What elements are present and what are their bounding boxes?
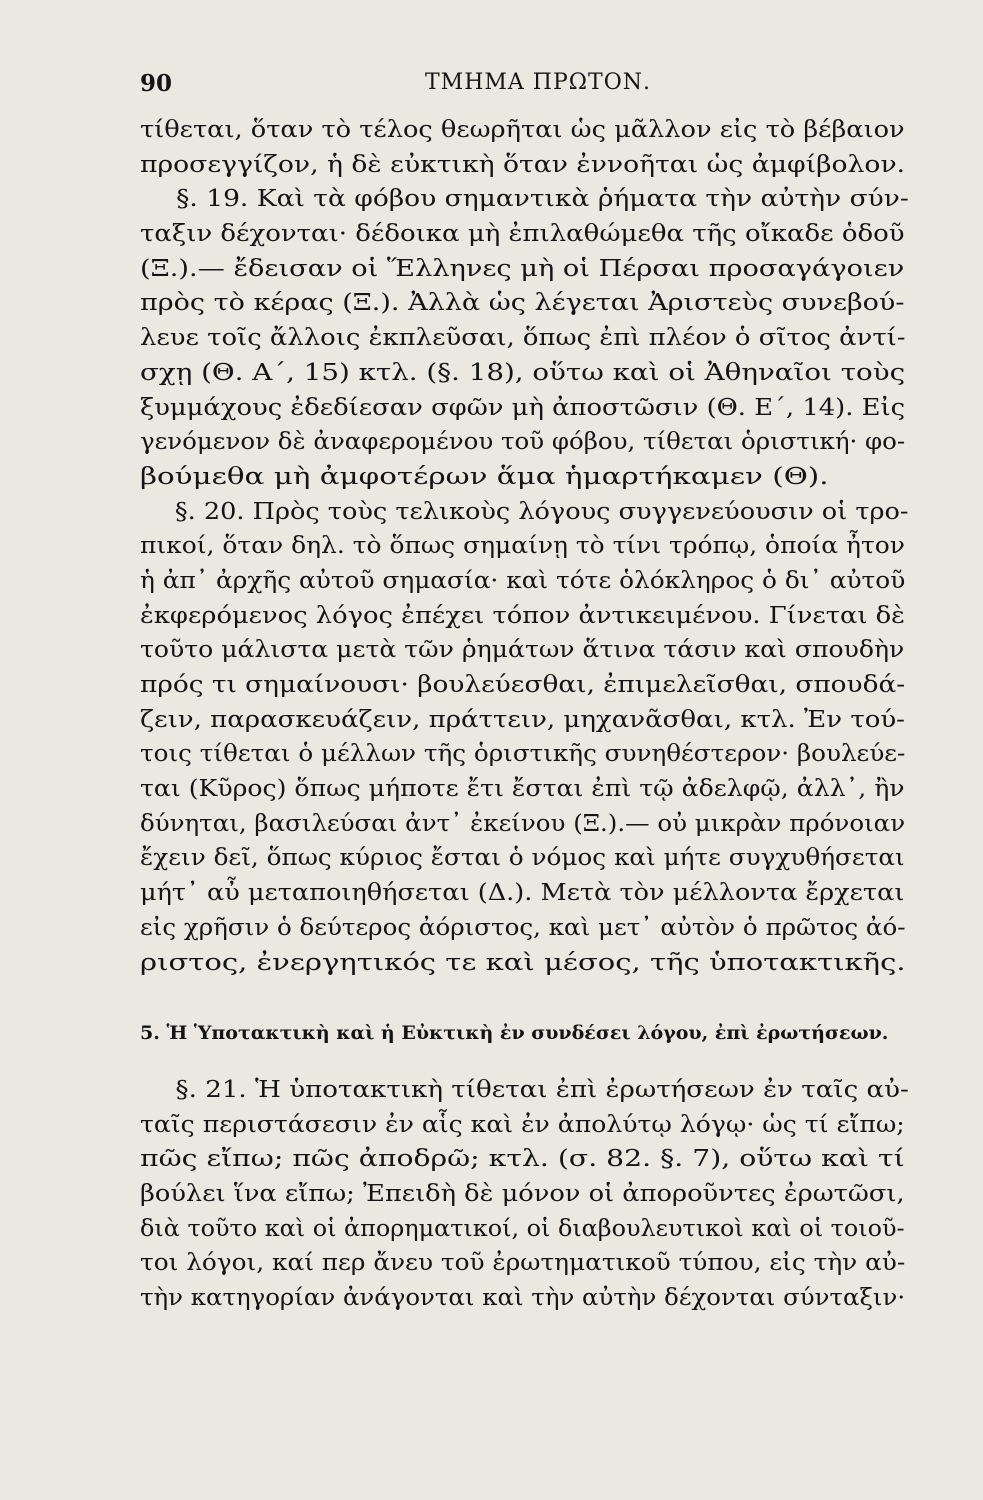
text-line: πῶς εἴπω; πῶς ἀποδρῶ; κτλ. (σ. 82. §. 7), οὕτω καὶ τί	[140, 1144, 905, 1173]
text-line: ριστος, ἐνεργητικός τε καὶ μέσος, τῆς ὑποτακτικῆς.	[140, 947, 906, 976]
text-line: τοι λόγοι, καί περ ἄνευ τοῦ ἐρωτηματικοῦ τύπου, εἰς τὴν αὐ-	[140, 1248, 906, 1277]
running-title: ΤΜΗΜΑ ΠΡΩΤΟΝ.	[425, 70, 651, 95]
text-line: δύνηται, βασιλεύσαι ἀντ᾽ ἐκείνου (Ξ.).— οὐ μικρὰν πρόνοιαν	[140, 808, 906, 837]
text-line: τίθεται, ὅταν τὸ τέλος θεωρῆται ὡς μᾶλλον εἰς τὸ βέβαιον	[140, 115, 905, 143]
text-line: (Ξ.).— ἔδεισαν οἱ Ἕλληνες μὴ οἱ Πέρσαι προσαγάγοιεν	[140, 253, 905, 282]
text-line: πρὸς τὸ κέρας (Ξ.). Ἀλλὰ ὡς λέγεται Ἀριστεὺς συνεβού-	[140, 288, 905, 317]
text-line: ἐκφερόμενος λόγος ἐπέχει τόπον ἀντικειμένου. Γίνεται δὲ	[140, 600, 905, 629]
main-text	[140, 112, 909, 979]
text-line: ταξιν δέχονται· δέδοικα μὴ ἐπιλαθώμεθα τῆς οἴκαδε ὁδοῦ	[140, 219, 905, 248]
text-line: τοις τίθεται ὁ μέλλων τῆς ὁριστικῆς συνηθέστερον· βουλεύε-	[140, 739, 906, 768]
text-line: εἰς χρῆσιν ὁ δεύτερος ἀόριστος, καὶ μετ᾽ αὐτὸν ὁ πρῶτος ἀό-	[140, 912, 906, 941]
section-heading: 5. Ἡ Ὑποτακτικὴ καὶ ἡ Εὐκτικὴ ἐν συνδέσει λόγου, ἐπὶ ἐρωτήσεων.	[140, 1022, 889, 1044]
text-line: τοῦτο μάλιστα μετὰ τῶν ῥημάτων ἅτινα τάσιν καὶ σπουδὴν	[140, 635, 905, 664]
text-line: γενόμενον δὲ ἀναφερομένου τοῦ φόβου, τίθεται ὁριστική· φο-	[140, 427, 906, 456]
main-text-continued	[140, 1072, 909, 1315]
text-line: πικοί, ὅταν δηλ. τὸ ὅπως σημαίνῃ τὸ τίνι τρόπῳ, ὁποία ἦτον	[140, 531, 905, 560]
page-header	[140, 66, 900, 106]
text-line: βούμεθα μὴ ἀμφοτέρων ἅμα ἡμαρτήκαμεν (Θ).	[140, 461, 829, 490]
text-line: ταῖς περιστάσεσιν ἐν αἷς καὶ ἐν ἀπολύτῳ λόγῳ· ὡς τί εἴπω;	[140, 1109, 905, 1138]
text-line: τὴν κατηγορίαν ἀνάγονται καὶ τὴν αὐτὴν δέχονται σύνταξιν·	[140, 1283, 906, 1312]
text-line: ἡ ἀπ᾽ ἀρχῆς αὐτοῦ σημασία· καὶ τότε ὁλόκληρος ὁ δι᾽ αὐτοῦ	[140, 565, 906, 594]
text-line: βούλει ἵνα εἴπω; Ἐπειδὴ δὲ μόνον οἱ ἀποροῦντες ἐρωτῶσι,	[140, 1179, 905, 1208]
page-number: 90	[140, 70, 173, 97]
text-line: διὰ τοῦτο καὶ οἱ ἀπορηματικοί, οἱ διαβουλευτικοὶ καὶ οἱ τοιοῦ-	[140, 1213, 905, 1242]
text-line: λευε τοῖς ἄλλοις ἐκπλεῦσαι, ὅπως ἐπὶ πλέον ὁ σῖτος ἀντί-	[140, 323, 906, 352]
text-line: ξυμμάχους ἐδεδίεσαν σφῶν μὴ ἀποστῶσιν (Θ. Ε΄, 14). Εἰς	[140, 392, 906, 421]
text-line: σχῃ (Θ. Α΄, 15) κτλ. (§. 18), οὕτω καὶ οἱ Ἀθηναῖοι τοὺς	[140, 357, 906, 386]
section-19-start: §. 19. Καὶ τὰ φόβου σημαντικὰ ῥήματα τὴν αὐτὴν σύν-	[176, 184, 909, 213]
text-line: προσεγγίζον, ἡ δὲ εὐκτικὴ ὅταν ἐννοῆται ὡς ἀμφίβολον.	[140, 149, 906, 178]
text-line: πρός τι σημαίνουσι· βουλεύεσθαι, ἐπιμελεῖσθαι, σπουδά-	[140, 670, 906, 698]
text-line: ἔχειν δεῖ, ὅπως κύριος ἔσται ὁ νόμος καὶ μήτε συγχυθήσεται	[140, 843, 905, 872]
text-line: μήτ᾽ αὖ μεταποιηθήσεται (Δ.). Μετὰ τὸν μέλλοντα ἔρχεται	[140, 878, 905, 907]
text-line: ζειν, παρασκευάζειν, πράττειν, μηχανᾶσθαι, κτλ. Ἐν τού-	[140, 704, 905, 733]
section-20-start: §. 20. Πρὸς τοὺς τελικοὺς λόγους συγγενεύουσιν οἱ τρο-	[174, 496, 909, 525]
section-21-start: §. 21. Ἡ ὑποτακτικὴ τίθεται ἐπὶ ἐρωτήσεων ἐν ταῖς αὐ-	[175, 1075, 909, 1103]
text-line: ται (Κῦρος) ὅπως μήποτε ἔτι ἔσται ἐπὶ τῷ ἀδελφῷ, ἀλλ᾽, ἢν	[140, 774, 905, 803]
